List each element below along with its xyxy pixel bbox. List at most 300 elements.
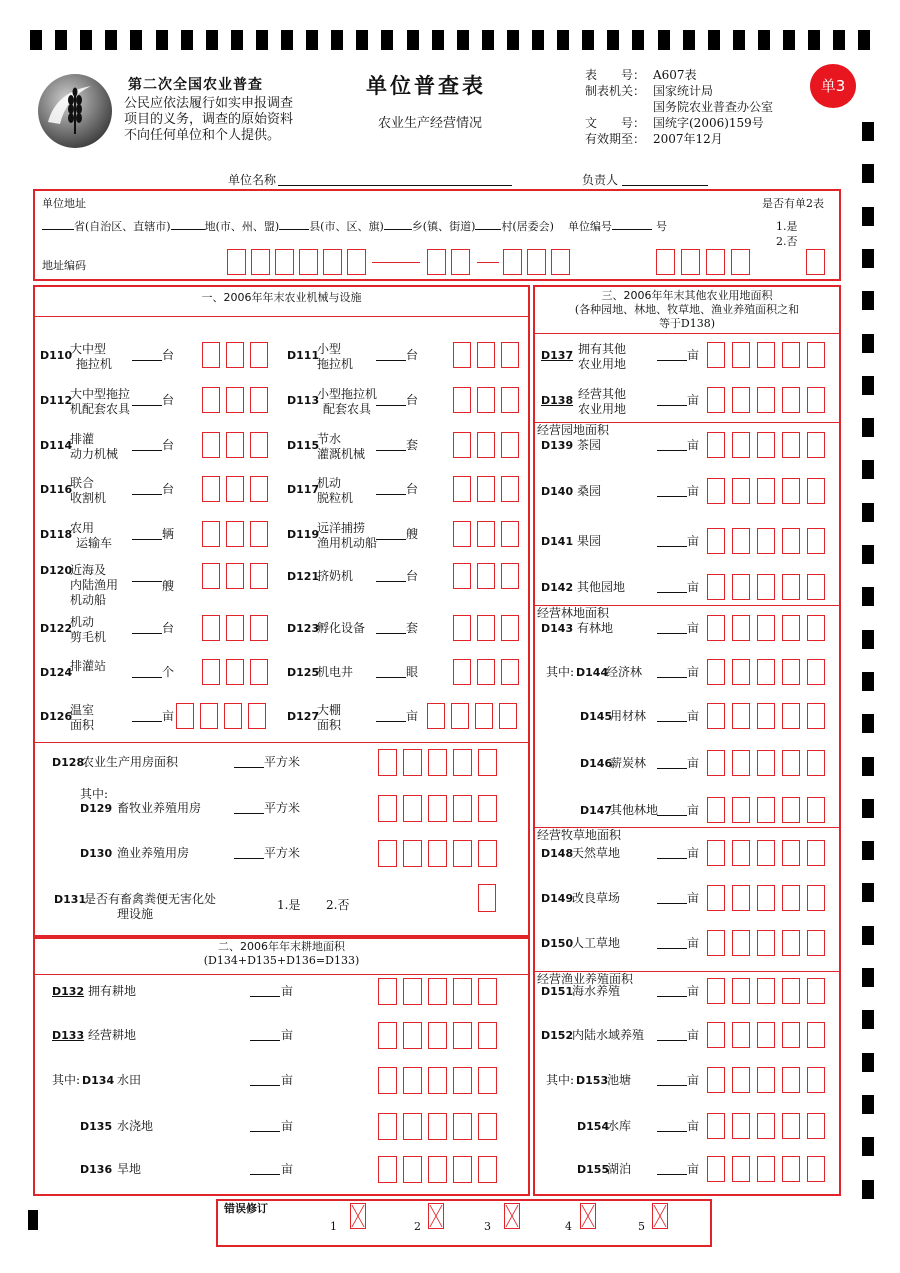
entry-box[interactable]	[807, 750, 825, 776]
correction-number: 2	[414, 1220, 421, 1233]
entry-box[interactable]	[732, 528, 750, 554]
entry-box[interactable]	[202, 659, 220, 685]
correction-box[interactable]	[504, 1203, 520, 1229]
entry-box[interactable]	[732, 342, 750, 368]
entry-box[interactable]	[453, 387, 471, 413]
unit-blank[interactable]	[376, 633, 406, 634]
entry-box[interactable]	[732, 797, 750, 823]
unit-blank[interactable]	[132, 405, 162, 406]
entry-box[interactable]	[757, 797, 775, 823]
item-code: D135	[80, 1120, 113, 1133]
entry-box[interactable]	[478, 840, 497, 867]
unit-blank[interactable]	[657, 721, 687, 722]
entry-box[interactable]	[782, 797, 800, 823]
entry-box[interactable]	[501, 342, 519, 368]
entry-box[interactable]	[782, 615, 800, 641]
unit-blank[interactable]	[250, 1174, 280, 1175]
entry-box[interactable]	[378, 1022, 397, 1049]
timing-mark	[331, 30, 343, 50]
entry-box[interactable]	[453, 749, 472, 776]
unit-blank[interactable]	[132, 360, 162, 361]
unit-blank[interactable]	[132, 633, 162, 634]
person-field[interactable]	[622, 185, 708, 186]
entry-box[interactable]	[807, 885, 825, 911]
entry-box[interactable]	[757, 1067, 775, 1093]
entry-box[interactable]	[478, 1067, 497, 1094]
address-code-box[interactable]	[527, 249, 546, 275]
entry-box[interactable]	[501, 659, 519, 685]
entry-box[interactable]	[250, 432, 268, 458]
entry-box[interactable]	[807, 840, 825, 866]
unit-blank[interactable]	[376, 539, 406, 540]
entry-box[interactable]	[782, 659, 800, 685]
entry-box[interactable]	[403, 1022, 422, 1049]
item-label: 旱地	[117, 1162, 142, 1176]
unit-blank[interactable]	[376, 721, 406, 722]
address-code-box[interactable]	[299, 249, 318, 275]
entry-box[interactable]	[226, 521, 244, 547]
entry-box[interactable]	[202, 342, 220, 368]
entry-box[interactable]	[807, 342, 825, 368]
entry-box[interactable]	[477, 659, 495, 685]
correction-box[interactable]	[580, 1203, 596, 1229]
entry-box[interactable]	[202, 563, 220, 589]
entry-box[interactable]	[732, 703, 750, 729]
unit-blank[interactable]	[657, 1131, 687, 1132]
unit-name-label: 单位名称	[228, 173, 277, 187]
entry-box[interactable]	[757, 1022, 775, 1048]
unit-blank[interactable]	[234, 767, 264, 768]
entry-box[interactable]	[250, 476, 268, 502]
unit-blank[interactable]	[376, 677, 406, 678]
entry-box[interactable]	[757, 840, 775, 866]
address-code-box[interactable]	[451, 249, 470, 275]
item-code: D136	[80, 1163, 113, 1176]
entry-box[interactable]	[732, 615, 750, 641]
item-unit: 亩	[162, 709, 175, 723]
entry-box[interactable]	[782, 528, 800, 554]
entry-box[interactable]	[807, 574, 825, 600]
address-code-box[interactable]	[227, 249, 246, 275]
item-label: 运输车	[76, 536, 113, 550]
entry-box[interactable]	[226, 387, 244, 413]
timing-mark	[862, 672, 874, 691]
address-code-box[interactable]	[251, 249, 270, 275]
entry-box[interactable]	[732, 885, 750, 911]
entry-box[interactable]	[757, 750, 775, 776]
item-code: D140	[541, 485, 574, 498]
entry-box[interactable]	[782, 930, 800, 956]
entry-box[interactable]	[501, 615, 519, 641]
entry-box[interactable]	[707, 1022, 725, 1048]
entry-box[interactable]	[707, 342, 725, 368]
meta-label: 制表机关：	[585, 84, 646, 98]
entry-box[interactable]	[732, 1022, 750, 1048]
entry-box[interactable]	[807, 703, 825, 729]
entry-box[interactable]	[807, 1067, 825, 1093]
unit-number-box[interactable]	[706, 249, 725, 275]
timing-mark	[862, 841, 874, 860]
unit-blank[interactable]	[132, 450, 162, 451]
entry-box[interactable]	[757, 703, 775, 729]
entry-box[interactable]	[453, 795, 472, 822]
entry-box[interactable]	[757, 528, 775, 554]
entry-box[interactable]	[732, 978, 750, 1004]
item-code: D122	[40, 622, 73, 635]
entry-box[interactable]	[501, 476, 519, 502]
unit-blank[interactable]	[657, 903, 687, 904]
entry-box[interactable]	[403, 840, 422, 867]
entry-box[interactable]	[475, 703, 493, 729]
entry-box[interactable]	[707, 432, 725, 458]
entry-box[interactable]	[807, 797, 825, 823]
entry-box[interactable]	[782, 703, 800, 729]
entry-box[interactable]	[782, 342, 800, 368]
unit-name-field[interactable]	[278, 185, 512, 186]
timing-mark	[206, 30, 218, 50]
address-part-label: 地(市、州、盟)	[204, 220, 280, 233]
entry-box[interactable]	[477, 563, 495, 589]
unit-blank[interactable]	[657, 996, 687, 997]
has-form2-box[interactable]	[806, 249, 825, 275]
address-code-box[interactable]	[503, 249, 522, 275]
entry-box[interactable]	[757, 885, 775, 911]
timing-mark-bottom-left	[28, 1210, 38, 1230]
entry-box[interactable]	[176, 703, 194, 729]
entry-box[interactable]	[226, 342, 244, 368]
entry-box[interactable]	[378, 978, 397, 1005]
entry-box[interactable]	[250, 659, 268, 685]
entry-box[interactable]	[202, 432, 220, 458]
has-form2-no: 2.否	[776, 235, 798, 248]
unit-blank[interactable]	[657, 858, 687, 859]
entry-box[interactable]	[477, 615, 495, 641]
entry-box[interactable]	[707, 978, 725, 1004]
entry-box[interactable]	[378, 840, 397, 867]
entry-box[interactable]	[807, 615, 825, 641]
entry-box[interactable]	[707, 1113, 725, 1139]
correction-box[interactable]	[428, 1203, 444, 1229]
entry-box[interactable]	[226, 615, 244, 641]
unit-blank[interactable]	[132, 677, 162, 678]
entry-box[interactable]	[807, 1113, 825, 1139]
entry-box[interactable]	[250, 387, 268, 413]
unit-blank[interactable]	[657, 592, 687, 593]
item-unit: 个	[162, 665, 175, 679]
entry-box[interactable]	[757, 1113, 775, 1139]
entry-box[interactable]	[732, 930, 750, 956]
entry-box[interactable]	[707, 885, 725, 911]
entry-box[interactable]	[782, 885, 800, 911]
entry-box[interactable]	[807, 659, 825, 685]
entry-box[interactable]	[428, 840, 447, 867]
correction-number: 3	[484, 1220, 491, 1233]
timing-mark	[862, 587, 874, 606]
entry-box[interactable]	[428, 1067, 447, 1094]
entry-box[interactable]	[427, 703, 445, 729]
entry-box[interactable]	[782, 1067, 800, 1093]
entry-box[interactable]	[226, 476, 244, 502]
address-blank[interactable]	[279, 218, 309, 230]
item-code: D154	[577, 1120, 610, 1133]
entry-box[interactable]	[226, 432, 244, 458]
unit-blank[interactable]	[250, 1040, 280, 1041]
entry-box[interactable]	[478, 1022, 497, 1049]
unit-blank[interactable]	[376, 581, 406, 582]
entry-box[interactable]	[501, 387, 519, 413]
address-blank[interactable]	[384, 218, 412, 230]
unit-blank[interactable]	[657, 546, 687, 547]
entry-box[interactable]	[732, 1113, 750, 1139]
unit-blank[interactable]	[657, 633, 687, 634]
entry-box[interactable]	[428, 795, 447, 822]
entry-box[interactable]	[453, 563, 471, 589]
entry-box[interactable]	[453, 476, 471, 502]
entry-box[interactable]	[453, 978, 472, 1005]
entry-box[interactable]	[250, 615, 268, 641]
unit-blank[interactable]	[234, 813, 264, 814]
entry-box[interactable]	[478, 978, 497, 1005]
item-code: D144	[576, 666, 609, 679]
item-label: 大棚	[317, 703, 342, 717]
entry-box[interactable]	[732, 659, 750, 685]
unit-blank[interactable]	[132, 494, 162, 495]
unit-blank[interactable]	[657, 948, 687, 949]
entry-box[interactable]	[477, 521, 495, 547]
entry-box[interactable]	[478, 749, 497, 776]
unit-blank[interactable]	[657, 768, 687, 769]
entry-box[interactable]	[403, 1067, 422, 1094]
entry-box[interactable]	[378, 795, 397, 822]
unit-blank[interactable]	[132, 721, 162, 722]
entry-box[interactable]	[378, 749, 397, 776]
entry-box[interactable]	[453, 342, 471, 368]
entry-box[interactable]	[250, 521, 268, 547]
entry-box[interactable]	[707, 387, 725, 413]
unit-blank[interactable]	[657, 450, 687, 451]
entry-box[interactable]	[453, 432, 471, 458]
entry-box[interactable]	[428, 1022, 447, 1049]
entry-box[interactable]	[732, 387, 750, 413]
entry-box[interactable]	[248, 703, 266, 729]
entry-box[interactable]	[200, 703, 218, 729]
entry-box[interactable]	[451, 703, 469, 729]
entry-box[interactable]	[250, 563, 268, 589]
entry-box[interactable]	[732, 432, 750, 458]
entry-box[interactable]	[707, 797, 725, 823]
entry-box[interactable]	[782, 574, 800, 600]
entry-box[interactable]	[807, 387, 825, 413]
unit-blank[interactable]	[132, 581, 162, 582]
entry-box[interactable]	[478, 1113, 497, 1140]
unit-blank[interactable]	[250, 1085, 280, 1086]
entry-box[interactable]	[478, 1156, 497, 1183]
unit-blank[interactable]	[657, 815, 687, 816]
form-subtitle: 农业生产经营情况	[378, 116, 483, 131]
entry-box[interactable]	[782, 432, 800, 458]
unit-blank[interactable]	[657, 677, 687, 678]
entry-box[interactable]	[732, 478, 750, 504]
entry-box[interactable]	[478, 884, 496, 912]
entry-box[interactable]	[757, 574, 775, 600]
entry-box[interactable]	[477, 387, 495, 413]
unit-number-box[interactable]	[656, 249, 675, 275]
entry-box[interactable]	[453, 615, 471, 641]
address-blank[interactable]	[475, 218, 501, 230]
entry-box[interactable]	[202, 476, 220, 502]
entry-box[interactable]	[403, 1156, 422, 1183]
unit-blank[interactable]	[376, 360, 406, 361]
section3-note1: (各种园地、林地、牧草地、渔业养殖面积之和	[574, 303, 800, 316]
entry-box[interactable]	[707, 1067, 725, 1093]
entry-box[interactable]	[707, 750, 725, 776]
unit-blank[interactable]	[234, 858, 264, 859]
entry-box[interactable]	[707, 615, 725, 641]
entry-box[interactable]	[707, 659, 725, 685]
entry-box[interactable]	[250, 342, 268, 368]
entry-box[interactable]	[757, 659, 775, 685]
entry-box[interactable]	[707, 840, 725, 866]
address-code-box[interactable]	[551, 249, 570, 275]
entry-box[interactable]	[477, 342, 495, 368]
entry-box[interactable]	[403, 1113, 422, 1140]
entry-box[interactable]	[202, 615, 220, 641]
correction-box[interactable]	[652, 1203, 668, 1229]
unit-number-box[interactable]	[731, 249, 750, 275]
unit-blank[interactable]	[657, 1085, 687, 1086]
entry-box[interactable]	[403, 978, 422, 1005]
entry-box[interactable]	[707, 703, 725, 729]
entry-box[interactable]	[501, 432, 519, 458]
entry-box[interactable]	[226, 563, 244, 589]
entry-box[interactable]	[782, 387, 800, 413]
entry-box[interactable]	[453, 1113, 472, 1140]
entry-box[interactable]	[782, 478, 800, 504]
entry-box[interactable]	[732, 750, 750, 776]
entry-box[interactable]	[707, 478, 725, 504]
address-code-box[interactable]	[323, 249, 342, 275]
entry-box[interactable]	[782, 1022, 800, 1048]
entry-box[interactable]	[807, 978, 825, 1004]
entry-box[interactable]	[757, 478, 775, 504]
entry-box[interactable]	[428, 749, 447, 776]
entry-box[interactable]	[807, 1022, 825, 1048]
entry-box[interactable]	[403, 795, 422, 822]
entry-box[interactable]	[732, 1156, 750, 1182]
entry-box[interactable]	[707, 1156, 725, 1182]
entry-box[interactable]	[757, 342, 775, 368]
entry-box[interactable]	[378, 1156, 397, 1183]
entry-box[interactable]	[807, 1156, 825, 1182]
unit-blank[interactable]	[132, 539, 162, 540]
entry-box[interactable]	[757, 930, 775, 956]
entry-box[interactable]	[807, 528, 825, 554]
address-blank[interactable]	[171, 218, 205, 230]
unit-blank[interactable]	[376, 494, 406, 495]
entry-box[interactable]	[807, 930, 825, 956]
entry-box[interactable]	[453, 521, 471, 547]
entry-box[interactable]	[501, 563, 519, 589]
entry-box[interactable]	[757, 1156, 775, 1182]
among-label: 其中:	[52, 1073, 81, 1087]
entry-box[interactable]	[782, 1156, 800, 1182]
unit-blank[interactable]	[657, 360, 687, 361]
entry-box[interactable]	[428, 978, 447, 1005]
correction-box[interactable]	[350, 1203, 366, 1229]
timing-mark	[862, 1180, 874, 1199]
item-unit: 台	[162, 393, 175, 407]
address-code-box[interactable]	[275, 249, 294, 275]
entry-box[interactable]	[428, 1156, 447, 1183]
entry-box[interactable]	[757, 432, 775, 458]
entry-box[interactable]	[453, 1067, 472, 1094]
form-title: 单位普查表	[366, 73, 486, 98]
entry-box[interactable]	[757, 615, 775, 641]
entry-box[interactable]	[478, 795, 497, 822]
unit-blank[interactable]	[250, 996, 280, 997]
entry-box[interactable]	[501, 521, 519, 547]
address-code-box[interactable]	[427, 249, 446, 275]
entry-box[interactable]	[226, 659, 244, 685]
item-unit: 亩	[281, 1073, 294, 1087]
entry-box[interactable]	[707, 930, 725, 956]
entry-box[interactable]	[499, 703, 517, 729]
entry-box[interactable]	[732, 840, 750, 866]
unit-blank[interactable]	[657, 496, 687, 497]
entry-box[interactable]	[757, 978, 775, 1004]
entry-box[interactable]	[782, 840, 800, 866]
entry-box[interactable]	[757, 387, 775, 413]
entry-box[interactable]	[707, 528, 725, 554]
entry-box[interactable]	[224, 703, 242, 729]
item-label: 拖拉机	[76, 357, 113, 371]
unit-blank[interactable]	[376, 405, 406, 406]
entry-box[interactable]	[378, 1113, 397, 1140]
unit-blank[interactable]	[250, 1131, 280, 1132]
entry-box[interactable]	[428, 1113, 447, 1140]
unit-blank[interactable]	[376, 450, 406, 451]
entry-box[interactable]	[202, 521, 220, 547]
entry-box[interactable]	[453, 659, 471, 685]
entry-box[interactable]	[807, 478, 825, 504]
entry-box[interactable]	[453, 1156, 472, 1183]
entry-box[interactable]	[807, 432, 825, 458]
entry-box[interactable]	[477, 432, 495, 458]
unit-blank[interactable]	[657, 1174, 687, 1175]
entry-box[interactable]	[732, 1067, 750, 1093]
entry-box[interactable]	[707, 574, 725, 600]
item-code: D117	[287, 483, 320, 496]
entry-box[interactable]	[453, 1022, 472, 1049]
entry-box[interactable]	[403, 749, 422, 776]
entry-box[interactable]	[732, 574, 750, 600]
address-code-box[interactable]	[347, 249, 366, 275]
item-label: 果园	[577, 534, 602, 548]
entry-box[interactable]	[782, 1113, 800, 1139]
entry-box[interactable]	[453, 840, 472, 867]
unit-number-blank[interactable]	[612, 218, 652, 230]
entry-box[interactable]	[378, 1067, 397, 1094]
entry-box[interactable]	[202, 387, 220, 413]
unit-blank[interactable]	[657, 1040, 687, 1041]
item-code: D138	[541, 394, 574, 407]
unit-blank[interactable]	[657, 405, 687, 406]
entry-box[interactable]	[477, 476, 495, 502]
address-blank[interactable]	[42, 218, 74, 230]
unit-number-box[interactable]	[681, 249, 700, 275]
entry-box[interactable]	[782, 750, 800, 776]
entry-box[interactable]	[782, 978, 800, 1004]
